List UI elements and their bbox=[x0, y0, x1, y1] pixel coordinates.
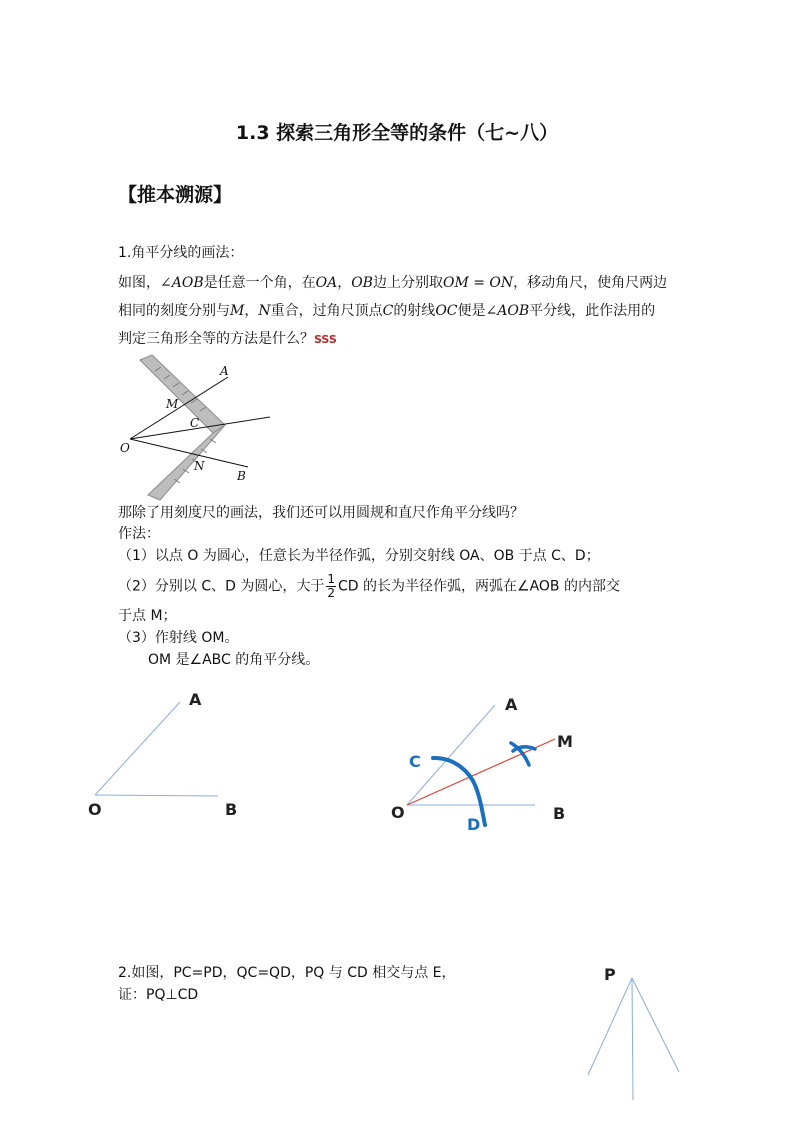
left-ray-ob bbox=[95, 795, 218, 796]
q2-line-right bbox=[632, 978, 679, 1072]
figure-hand-angle-left bbox=[85, 690, 255, 825]
left-label-O: O bbox=[88, 800, 102, 819]
q2-line-left bbox=[588, 978, 632, 1075]
square-lower-arm bbox=[148, 425, 225, 500]
q1-paragraph-line2: 相同的刻度分别与M，N重合，过角尺顶点C的射线OC便是∠AOB平分线，此作法用的 bbox=[118, 303, 656, 319]
section-heading: 【推本溯源】 bbox=[118, 184, 233, 206]
step-1: （1）以点 O 为圆心，任意长为半径作弧，分别交射线 OA、OB 于点 C、D； bbox=[118, 548, 600, 564]
q1-paragraph-line3: 判定三角形全等的方法是什么？SSS bbox=[118, 331, 337, 347]
method-label: 作法： bbox=[118, 526, 160, 542]
left-label-A: A bbox=[189, 690, 202, 709]
left-label-B: B bbox=[225, 800, 238, 819]
label-B: B bbox=[237, 469, 246, 483]
q2-line-middle bbox=[632, 978, 633, 1100]
label-C: C bbox=[190, 416, 200, 430]
label-A: A bbox=[220, 364, 229, 378]
right-label-B: B bbox=[553, 804, 566, 823]
q2-line2: 证：PQ⊥CD bbox=[118, 987, 199, 1003]
step-3: （3）作射线 OM。 bbox=[118, 630, 239, 646]
label-N: N bbox=[194, 459, 205, 473]
conclusion: OM 是∠ABC 的角平分线。 bbox=[148, 652, 320, 668]
figure-q2 bbox=[580, 960, 690, 1110]
figure-hand-construction bbox=[385, 685, 620, 835]
answer-sss: SSS bbox=[314, 333, 337, 346]
q1-paragraph-line1: 如图，∠AOB是任意一个角，在OA，OB边上分别取OM = ON，移动角尺，使角尺两边 bbox=[118, 275, 668, 291]
fraction-half: $\frac{1}{2}$ bbox=[327, 572, 336, 600]
right-label-M: M bbox=[557, 732, 573, 751]
page-title: 1.3 探索三角形全等的条件（七~八） bbox=[235, 122, 559, 144]
left-ray-oa bbox=[95, 702, 180, 795]
step-2-line2: 于点 M； bbox=[118, 608, 177, 624]
right-label-C: C bbox=[409, 752, 421, 771]
right-label-O: O bbox=[391, 803, 405, 822]
step-2-line1: （2）分别以 C、D 为圆心，大于 $\frac{1}{2}$ CD 的长为半径作弧，两弧在∠AOB 的内部交 bbox=[118, 572, 620, 600]
arc-mark-2 bbox=[513, 747, 535, 751]
q2-line1: 2.如图，PC=PD，QC=QD，PQ 与 CD 相交与点 E， bbox=[118, 965, 456, 981]
q2-label-P: P bbox=[604, 965, 616, 984]
label-O: O bbox=[120, 441, 130, 455]
right-label-D: D bbox=[467, 815, 481, 834]
square-upper-arm bbox=[140, 355, 225, 433]
figure-angle-square bbox=[110, 355, 290, 505]
followup-question: 那除了用刻度尺的画法，我们还可以用圆规和直尺作角平分线吗？ bbox=[118, 505, 524, 521]
q1-heading: 1.角平分线的画法： bbox=[118, 245, 244, 261]
right-label-A: A bbox=[505, 695, 518, 714]
label-M: M bbox=[166, 397, 179, 411]
